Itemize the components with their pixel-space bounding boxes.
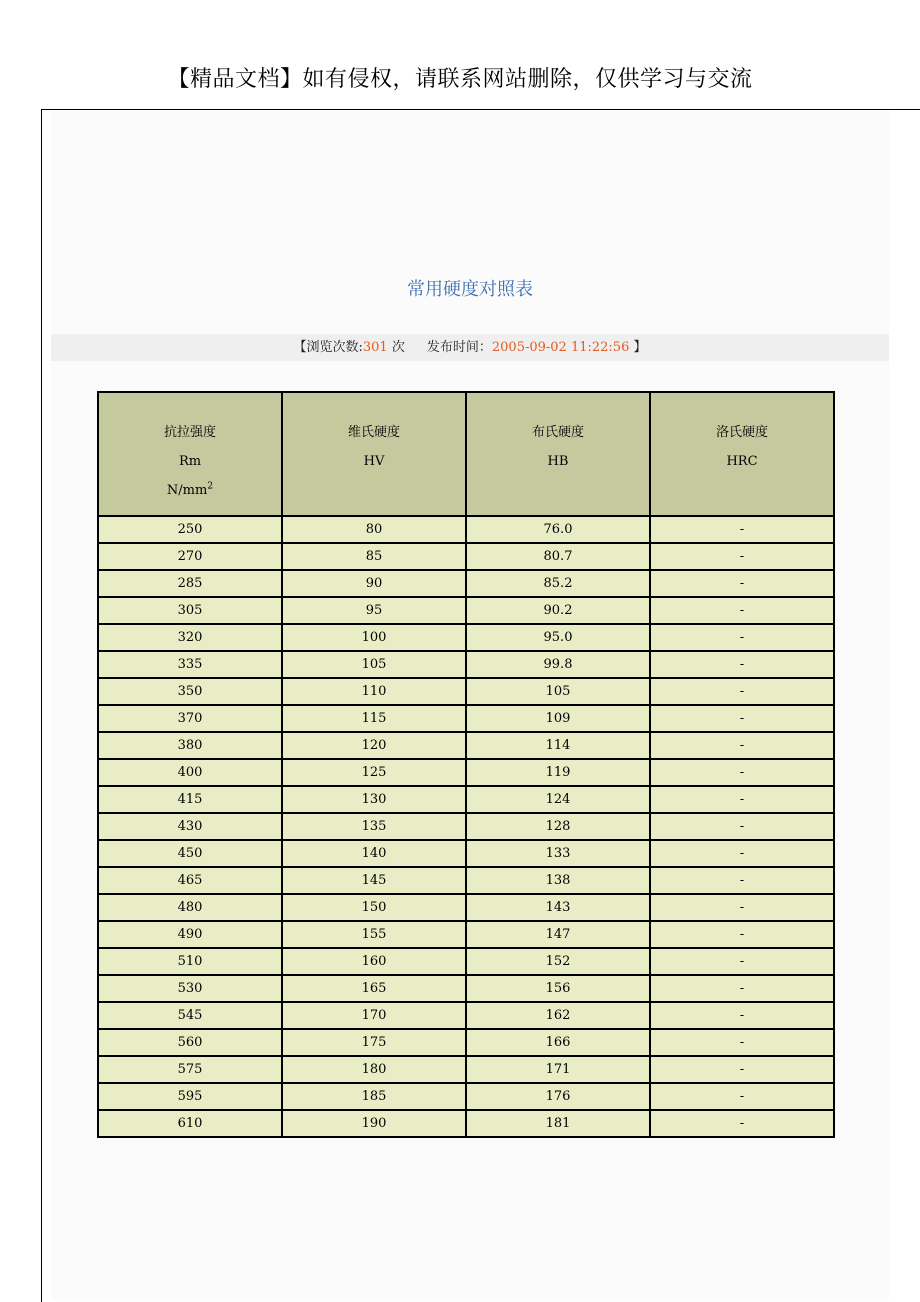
header-unit bbox=[99, 476, 281, 505]
header-unit-placeholder bbox=[467, 476, 649, 505]
cell-vickers: 80 bbox=[282, 516, 466, 543]
cell-vickers: 90 bbox=[282, 570, 466, 597]
cell-rockwell: - bbox=[650, 570, 834, 597]
table-row bbox=[98, 894, 834, 921]
table-row bbox=[98, 597, 834, 624]
table-row bbox=[98, 651, 834, 678]
cell-brinell: 181 bbox=[466, 1110, 650, 1137]
cell-tensile-strength: 595 bbox=[98, 1083, 282, 1110]
header-unit-placeholder bbox=[283, 476, 465, 505]
cell-vickers: 160 bbox=[282, 948, 466, 975]
cell-vickers: 185 bbox=[282, 1083, 466, 1110]
cell-tensile-strength: 305 bbox=[98, 597, 282, 624]
cell-brinell: 85.2 bbox=[466, 570, 650, 597]
cell-rockwell: - bbox=[650, 867, 834, 894]
cell-rockwell: - bbox=[650, 705, 834, 732]
meta-published-time: 2005-09-02 11:22:56 bbox=[491, 340, 630, 355]
table-row bbox=[98, 1002, 834, 1029]
table-row bbox=[98, 975, 834, 1002]
table-row bbox=[98, 570, 834, 597]
table-row bbox=[98, 1110, 834, 1137]
meta-published-label: 发布时间： bbox=[426, 340, 492, 355]
meta-open-bracket: 【 bbox=[293, 340, 307, 355]
header-unit-base: N/mm bbox=[166, 482, 208, 498]
cell-vickers: 110 bbox=[282, 678, 466, 705]
cell-rockwell: - bbox=[650, 948, 834, 975]
cell-brinell: 147 bbox=[466, 921, 650, 948]
table-header-row bbox=[98, 392, 834, 516]
cell-vickers: 115 bbox=[282, 705, 466, 732]
header-tensile-strength bbox=[98, 392, 282, 516]
cell-brinell: 105 bbox=[466, 678, 650, 705]
table-row bbox=[98, 813, 834, 840]
header-symbol: Rm bbox=[178, 453, 202, 469]
cell-rockwell: - bbox=[650, 894, 834, 921]
page-frame bbox=[41, 109, 920, 1302]
cell-tensile-strength: 510 bbox=[98, 948, 282, 975]
cell-vickers: 95 bbox=[282, 597, 466, 624]
cell-rockwell: - bbox=[650, 624, 834, 651]
cell-brinell: 171 bbox=[466, 1056, 650, 1083]
cell-rockwell: - bbox=[650, 1083, 834, 1110]
cell-vickers: 175 bbox=[282, 1029, 466, 1056]
cell-rockwell: - bbox=[650, 921, 834, 948]
meta-views-count: 301 bbox=[362, 340, 388, 355]
cell-vickers: 85 bbox=[282, 543, 466, 570]
cell-tensile-strength: 400 bbox=[98, 759, 282, 786]
cell-tensile-strength: 380 bbox=[98, 732, 282, 759]
table-row bbox=[98, 516, 834, 543]
cell-rockwell: - bbox=[650, 651, 834, 678]
cell-tensile-strength: 545 bbox=[98, 1002, 282, 1029]
cell-tensile-strength: 560 bbox=[98, 1029, 282, 1056]
table-row bbox=[98, 624, 834, 651]
cell-rockwell: - bbox=[650, 813, 834, 840]
table-row bbox=[98, 1056, 834, 1083]
cell-tensile-strength: 465 bbox=[98, 867, 282, 894]
header-symbol: HRC bbox=[726, 453, 758, 469]
header-symbol: HB bbox=[547, 453, 569, 469]
article-container bbox=[51, 111, 889, 1301]
meta-views-label: 浏览次数: bbox=[306, 340, 363, 355]
cell-rockwell: - bbox=[650, 543, 834, 570]
article-title: 常用硬度对照表 bbox=[407, 279, 533, 300]
cell-tensile-strength: 480 bbox=[98, 894, 282, 921]
meta-close-bracket: 】 bbox=[629, 340, 647, 355]
cell-brinell: 156 bbox=[466, 975, 650, 1002]
cell-vickers: 140 bbox=[282, 840, 466, 867]
cell-vickers: 145 bbox=[282, 867, 466, 894]
cell-rockwell: - bbox=[650, 1029, 834, 1056]
cell-rockwell: - bbox=[650, 678, 834, 705]
table-row bbox=[98, 840, 834, 867]
cell-rockwell: - bbox=[650, 516, 834, 543]
cell-rockwell: - bbox=[650, 597, 834, 624]
header-symbol: HV bbox=[363, 453, 385, 469]
table-row bbox=[98, 678, 834, 705]
cell-vickers: 165 bbox=[282, 975, 466, 1002]
cell-tensile-strength: 350 bbox=[98, 678, 282, 705]
cell-tensile-strength: 610 bbox=[98, 1110, 282, 1137]
hardness-comparison-table bbox=[97, 391, 835, 1138]
cell-vickers: 155 bbox=[282, 921, 466, 948]
cell-brinell: 90.2 bbox=[466, 597, 650, 624]
cell-vickers: 135 bbox=[282, 813, 466, 840]
cell-brinell: 133 bbox=[466, 840, 650, 867]
cell-rockwell: - bbox=[650, 1056, 834, 1083]
cell-brinell: 162 bbox=[466, 1002, 650, 1029]
header-name: 抗拉强度 bbox=[163, 424, 216, 440]
cell-tensile-strength: 320 bbox=[98, 624, 282, 651]
table-row bbox=[98, 705, 834, 732]
cell-tensile-strength: 575 bbox=[98, 1056, 282, 1083]
cell-brinell: 128 bbox=[466, 813, 650, 840]
cell-vickers: 125 bbox=[282, 759, 466, 786]
table-body bbox=[98, 516, 834, 1137]
cell-vickers: 100 bbox=[282, 624, 466, 651]
cell-brinell: 176 bbox=[466, 1083, 650, 1110]
cell-tensile-strength: 490 bbox=[98, 921, 282, 948]
cell-tensile-strength: 370 bbox=[98, 705, 282, 732]
cell-brinell: 143 bbox=[466, 894, 650, 921]
cell-vickers: 150 bbox=[282, 894, 466, 921]
table-row bbox=[98, 1029, 834, 1056]
cell-rockwell: - bbox=[650, 1002, 834, 1029]
table-row bbox=[98, 921, 834, 948]
header-name: 洛氏硬度 bbox=[715, 424, 768, 440]
cell-rockwell: - bbox=[650, 759, 834, 786]
cell-tensile-strength: 430 bbox=[98, 813, 282, 840]
table-row bbox=[98, 786, 834, 813]
cell-vickers: 130 bbox=[282, 786, 466, 813]
table-row bbox=[98, 732, 834, 759]
cell-rockwell: - bbox=[650, 786, 834, 813]
header-unit-exponent: 2 bbox=[207, 481, 214, 492]
cell-rockwell: - bbox=[650, 840, 834, 867]
cell-vickers: 190 bbox=[282, 1110, 466, 1137]
cell-brinell: 138 bbox=[466, 867, 650, 894]
cell-brinell: 152 bbox=[466, 948, 650, 975]
cell-vickers: 180 bbox=[282, 1056, 466, 1083]
cell-rockwell: - bbox=[650, 1110, 834, 1137]
cell-tensile-strength: 335 bbox=[98, 651, 282, 678]
header-name: 维氏硬度 bbox=[347, 424, 400, 440]
cell-brinell: 80.7 bbox=[466, 543, 650, 570]
header-brinell-hardness bbox=[466, 392, 650, 516]
cell-brinell: 109 bbox=[466, 705, 650, 732]
cell-vickers: 120 bbox=[282, 732, 466, 759]
cell-brinell: 76.0 bbox=[466, 516, 650, 543]
cell-brinell: 99.8 bbox=[466, 651, 650, 678]
table-row bbox=[98, 1083, 834, 1110]
cell-brinell: 95.0 bbox=[466, 624, 650, 651]
meta-views-unit: 次 bbox=[387, 340, 405, 355]
header-name: 布氏硬度 bbox=[531, 424, 584, 440]
cell-vickers: 170 bbox=[282, 1002, 466, 1029]
cell-vickers: 105 bbox=[282, 651, 466, 678]
cell-tensile-strength: 250 bbox=[98, 516, 282, 543]
article-meta-bar bbox=[51, 334, 889, 361]
cell-tensile-strength: 285 bbox=[98, 570, 282, 597]
header-vickers-hardness bbox=[282, 392, 466, 516]
cell-brinell: 114 bbox=[466, 732, 650, 759]
table-row bbox=[98, 948, 834, 975]
table-row bbox=[98, 543, 834, 570]
document-header-banner: 【精品文档】如有侵权，请联系网站删除，仅供学习与交流 bbox=[167, 67, 753, 92]
header-rockwell-hardness bbox=[650, 392, 834, 516]
cell-tensile-strength: 450 bbox=[98, 840, 282, 867]
cell-tensile-strength: 415 bbox=[98, 786, 282, 813]
cell-rockwell: - bbox=[650, 975, 834, 1002]
cell-brinell: 124 bbox=[466, 786, 650, 813]
table-row bbox=[98, 759, 834, 786]
header-unit-placeholder bbox=[651, 476, 833, 505]
cell-rockwell: - bbox=[650, 732, 834, 759]
cell-brinell: 119 bbox=[466, 759, 650, 786]
cell-tensile-strength: 530 bbox=[98, 975, 282, 1002]
cell-brinell: 166 bbox=[466, 1029, 650, 1056]
table-row bbox=[98, 867, 834, 894]
cell-tensile-strength: 270 bbox=[98, 543, 282, 570]
